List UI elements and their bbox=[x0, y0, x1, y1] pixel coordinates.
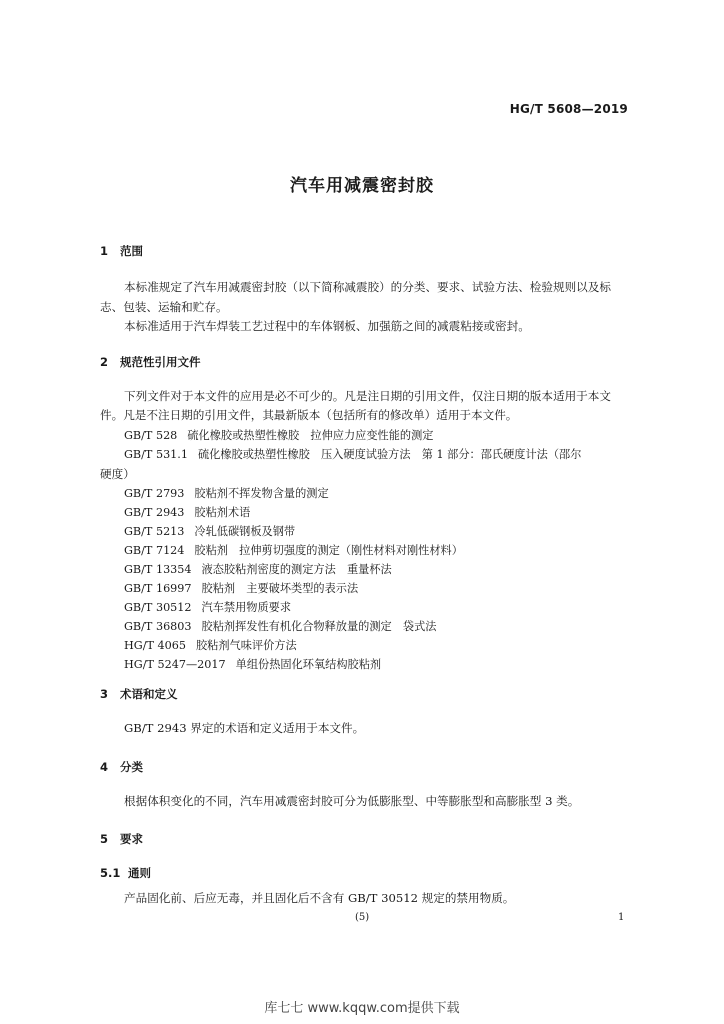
section-title: 术语和定义 bbox=[120, 687, 178, 701]
paragraph-line: 志、包装、运输和贮存。 bbox=[100, 300, 228, 314]
subsection-title: 通则 bbox=[128, 866, 151, 880]
reference-code: GB/T 2793 bbox=[124, 487, 185, 500]
reference-title: 单组份热固化环氧结构胶粘剂 bbox=[235, 658, 382, 671]
paragraph-line: 下列文件对于本文件的应用是必不可少的。凡是注日期的引用文件，仅注日期的版本适用于本文 bbox=[124, 389, 611, 403]
reference-code: GB/T 5213 bbox=[124, 525, 185, 538]
paragraph-line: 件。凡是不注日期的引用文件，其最新版本（包括所有的修改单）适用于本文件。 bbox=[100, 408, 518, 422]
reference-item bbox=[124, 654, 381, 676]
reference-title: 胶粘剂气味评价方法 bbox=[195, 639, 297, 652]
reference-title: 硫化橡胶或热塑性橡胶 压入硬度试验方法 第 1 部分：邵氏硬度计法（邵尔 bbox=[197, 448, 582, 461]
reference-title: 胶粘剂挥发性有机化合物释放量的测定 袋式法 bbox=[201, 620, 437, 633]
bracket-page-number: (5) bbox=[355, 912, 370, 923]
paragraph-line: 根据体积变化的不同，汽车用减震密封胶可分为低膨胀型、中等膨胀型和高膨胀型 3 类。 bbox=[124, 794, 580, 808]
section-title: 要求 bbox=[120, 832, 143, 846]
reference-title: 冷轧低碳钢板及钢带 bbox=[194, 525, 296, 538]
section-number: 3 bbox=[100, 687, 109, 701]
reference-title: 胶粘剂术语 bbox=[194, 506, 251, 519]
section-number: 2 bbox=[100, 355, 109, 369]
reference-continuation: 硬度） bbox=[100, 467, 135, 481]
reference-title: 胶粘剂 主要破坏类型的表示法 bbox=[201, 582, 359, 595]
section-2-heading bbox=[100, 354, 201, 370]
standard-number: HG/T 5608—2019 bbox=[509, 102, 628, 116]
section-4-heading bbox=[100, 759, 143, 775]
section-3-heading bbox=[100, 686, 178, 702]
reference-code: HG/T 5247—2017 bbox=[124, 658, 226, 671]
section-number: 1 bbox=[100, 244, 109, 258]
reference-code: GB/T 528 bbox=[124, 429, 178, 442]
subsection-number: 5.1 bbox=[100, 866, 121, 880]
section-title: 规范性引用文件 bbox=[120, 355, 201, 369]
reference-code: GB/T 30512 bbox=[124, 601, 192, 614]
section-title: 范围 bbox=[120, 244, 143, 258]
document-title: 汽车用减震密封胶 bbox=[290, 176, 434, 196]
section-number: 5 bbox=[100, 832, 109, 846]
reference-title: 硫化橡胶或热塑性橡胶 拉伸应力应变性能的测定 bbox=[187, 429, 434, 442]
paragraph-line: 产品固化前、后应无毒，并且固化后不含有 GB/T 30512 规定的禁用物质。 bbox=[124, 891, 515, 905]
paragraph-line: GB/T 2943 界定的术语和定义适用于本文件。 bbox=[124, 721, 365, 735]
reference-code: GB/T 36803 bbox=[124, 620, 192, 633]
reference-code: GB/T 7124 bbox=[124, 544, 185, 557]
reference-title: 胶粘剂不挥发物含量的测定 bbox=[194, 487, 329, 500]
section-1-heading bbox=[100, 243, 143, 259]
reference-code: GB/T 2943 bbox=[124, 506, 185, 519]
section-number: 4 bbox=[100, 760, 109, 774]
paragraph-line: 本标准适用于汽车焊装工艺过程中的车体钢板、加强筋之间的减震粘接或密封。 bbox=[124, 319, 530, 333]
paragraph-line: 本标准规定了汽车用减震密封胶（以下简称减震胶）的分类、要求、试验方法、检验规则以及标 bbox=[124, 280, 611, 294]
reference-title: 胶粘剂 拉伸剪切强度的测定（刚性材料对刚性材料） bbox=[194, 544, 463, 557]
reference-code: GB/T 531.1 bbox=[124, 448, 188, 461]
reference-code: GB/T 16997 bbox=[124, 582, 192, 595]
section-5-heading bbox=[100, 831, 143, 847]
reference-title: 液态胶粘剂密度的测定方法 重量杯法 bbox=[201, 563, 392, 576]
subsection-5-1-heading bbox=[100, 865, 151, 881]
reference-item bbox=[124, 444, 581, 466]
download-watermark: 库七七 www.kqqw.com提供下载 bbox=[264, 1001, 460, 1016]
reference-code: GB/T 13354 bbox=[124, 563, 192, 576]
section-title: 分类 bbox=[120, 760, 143, 774]
reference-title: 汽车禁用物质要求 bbox=[201, 601, 292, 614]
page-number: 1 bbox=[618, 912, 625, 923]
reference-code: HG/T 4065 bbox=[124, 639, 186, 652]
